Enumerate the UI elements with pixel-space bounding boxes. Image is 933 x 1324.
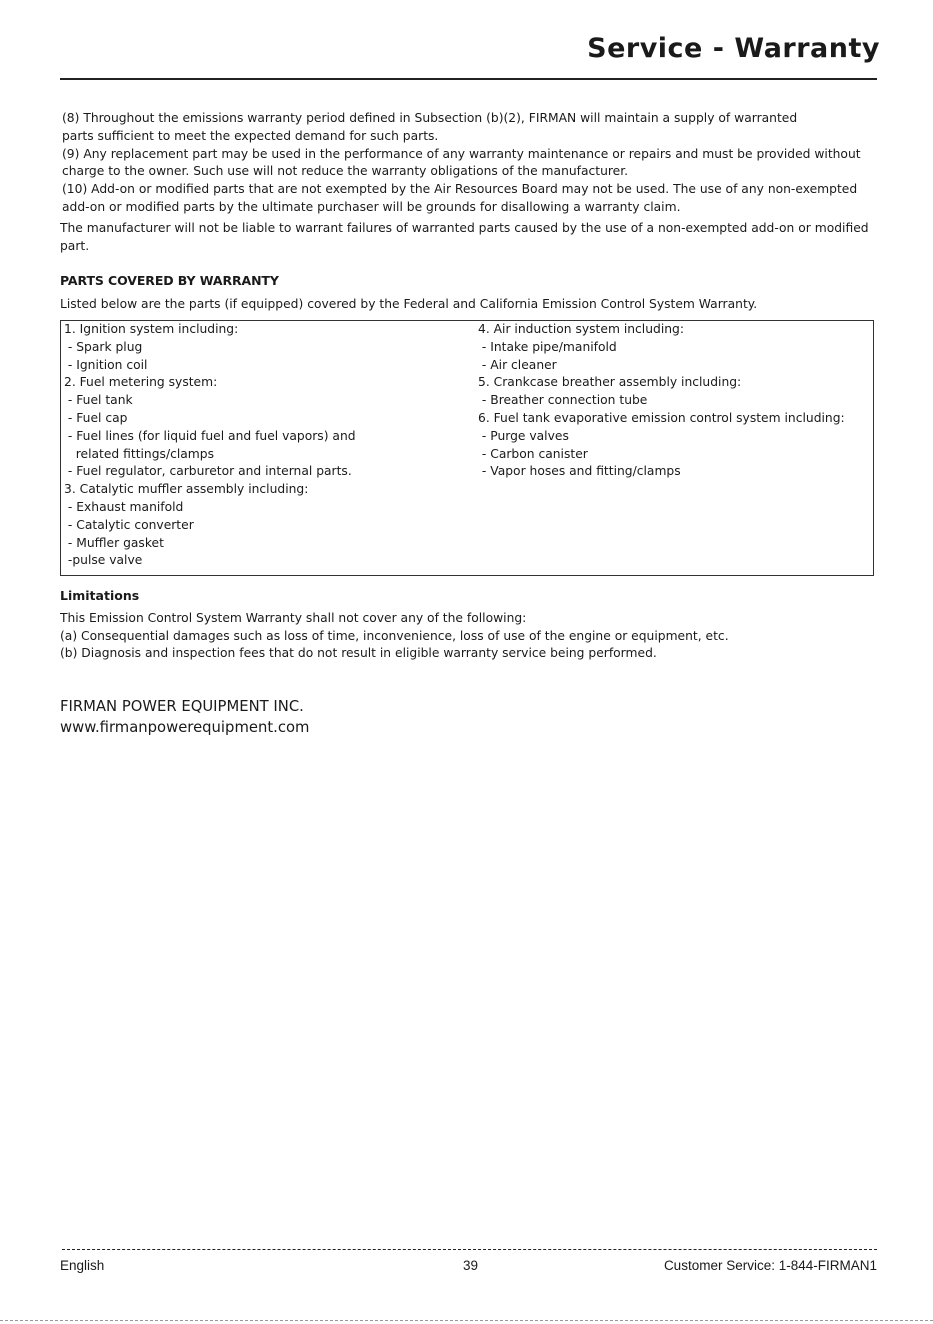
- parts-list-item: 3. Catalytic muffler assembly including:: [64, 482, 309, 497]
- parts-heading: PARTS COVERED BY WARRANTY: [60, 273, 279, 289]
- parts-list-item: - Fuel regulator, carburetor and internal parts.: [64, 464, 352, 479]
- parts-table: [60, 320, 874, 576]
- parts-list-item: - Ignition coil: [64, 357, 148, 372]
- parts-list-item: - Purge valves: [478, 428, 569, 443]
- parts-list-item: - Breather connection tube: [478, 393, 648, 408]
- company-website: www.firmanpowerequipment.com: [60, 718, 310, 736]
- parts-column-right: [478, 321, 874, 481]
- parts-list-item: - Muffler gasket: [64, 535, 164, 550]
- paragraph-8-line-2: parts sufficient to meet the expected demand for such parts.: [62, 128, 439, 143]
- parts-list-item: - Fuel tank: [64, 393, 133, 408]
- header-divider: [60, 78, 877, 80]
- footer-divider: [62, 1249, 877, 1250]
- limitations-line: This Emission Control System Warranty shall not cover any of the following:: [60, 610, 527, 625]
- parts-list-item: 5. Crankcase breather assembly including:: [478, 375, 742, 390]
- parts-list-item: related fittings/clamps: [64, 446, 214, 461]
- liability-line-2: part.: [60, 238, 90, 253]
- liability-paragraph: [60, 220, 880, 256]
- liability-line-1: The manufacturer will not be liable to warrant failures of warranted parts caused by the use of a non-exempted add-on or modified: [60, 220, 869, 235]
- paragraph-10-line-2: add-on or modified parts by the ultimate purchaser will be grounds for disallowing a warranty claim.: [62, 199, 681, 214]
- parts-list-item: - Intake pipe/manifold: [478, 339, 617, 354]
- limitations-line: (b) Diagnosis and inspection fees that do not result in eligible warranty service being performed.: [60, 646, 657, 661]
- paragraph-10-line-1: (10) Add-on or modified parts that are not exempted by the Air Resources Board may not be used. The use of any non-exempted: [62, 182, 858, 197]
- page-edge: [0, 1320, 933, 1321]
- parts-list-item: -pulse valve: [64, 553, 143, 568]
- page-title: Service - Warranty: [587, 33, 880, 64]
- parts-list-item: 2. Fuel metering system:: [64, 375, 218, 390]
- parts-list-item: - Fuel lines (for liquid fuel and fuel vapors) and: [64, 428, 356, 443]
- paragraph-10: [60, 181, 880, 217]
- parts-lead: Listed below are the parts (if equipped) covered by the Federal and California Emission Control System Warranty.: [60, 297, 758, 312]
- company-name: FIRMAN POWER EQUIPMENT INC.: [60, 698, 304, 716]
- customer-service: Customer Service: 1-844-FIRMAN1: [663, 1258, 877, 1273]
- paragraph-9-line-1: (9) Any replacement part may be used in the performance of any warranty maintenance or repairs and must be provided without: [62, 146, 861, 161]
- parts-column-left: [64, 321, 474, 570]
- page-number: 39: [463, 1258, 479, 1273]
- parts-list-item: - Air cleaner: [478, 357, 557, 372]
- limitations-heading: Limitations: [60, 587, 140, 603]
- paragraph-9-line-2: charge to the owner. Such use will not reduce the warranty obligations of the manufacturer.: [62, 164, 629, 179]
- limitations-line: (a) Consequential damages such as loss of time, inconvenience, loss of use of the engine or equipment, etc.: [60, 628, 729, 643]
- paragraph-8-line-1: (8) Throughout the emissions warranty period defined in Subsection (b)(2), FIRMAN will maintain a supply of warranted: [62, 111, 798, 125]
- paragraph-8: [60, 110, 880, 146]
- parts-list-item: 1. Ignition system including:: [64, 321, 239, 336]
- parts-list-item: - Spark plug: [64, 339, 143, 354]
- parts-list-item: - Exhaust manifold: [64, 499, 184, 514]
- parts-list-item: - Fuel cap: [64, 410, 128, 425]
- paragraph-9: [60, 146, 880, 182]
- document-body: [60, 110, 880, 738]
- parts-list-item: 4. Air induction system including:: [478, 321, 684, 336]
- footer-language: English: [60, 1258, 105, 1273]
- company-block: [60, 697, 880, 738]
- parts-list-item: - Catalytic converter: [64, 517, 194, 532]
- parts-list-item: 6. Fuel tank evaporative emission control system including:: [478, 410, 845, 425]
- parts-list-item: - Carbon canister: [478, 446, 588, 461]
- parts-list-item: - Vapor hoses and fitting/clamps: [478, 464, 681, 479]
